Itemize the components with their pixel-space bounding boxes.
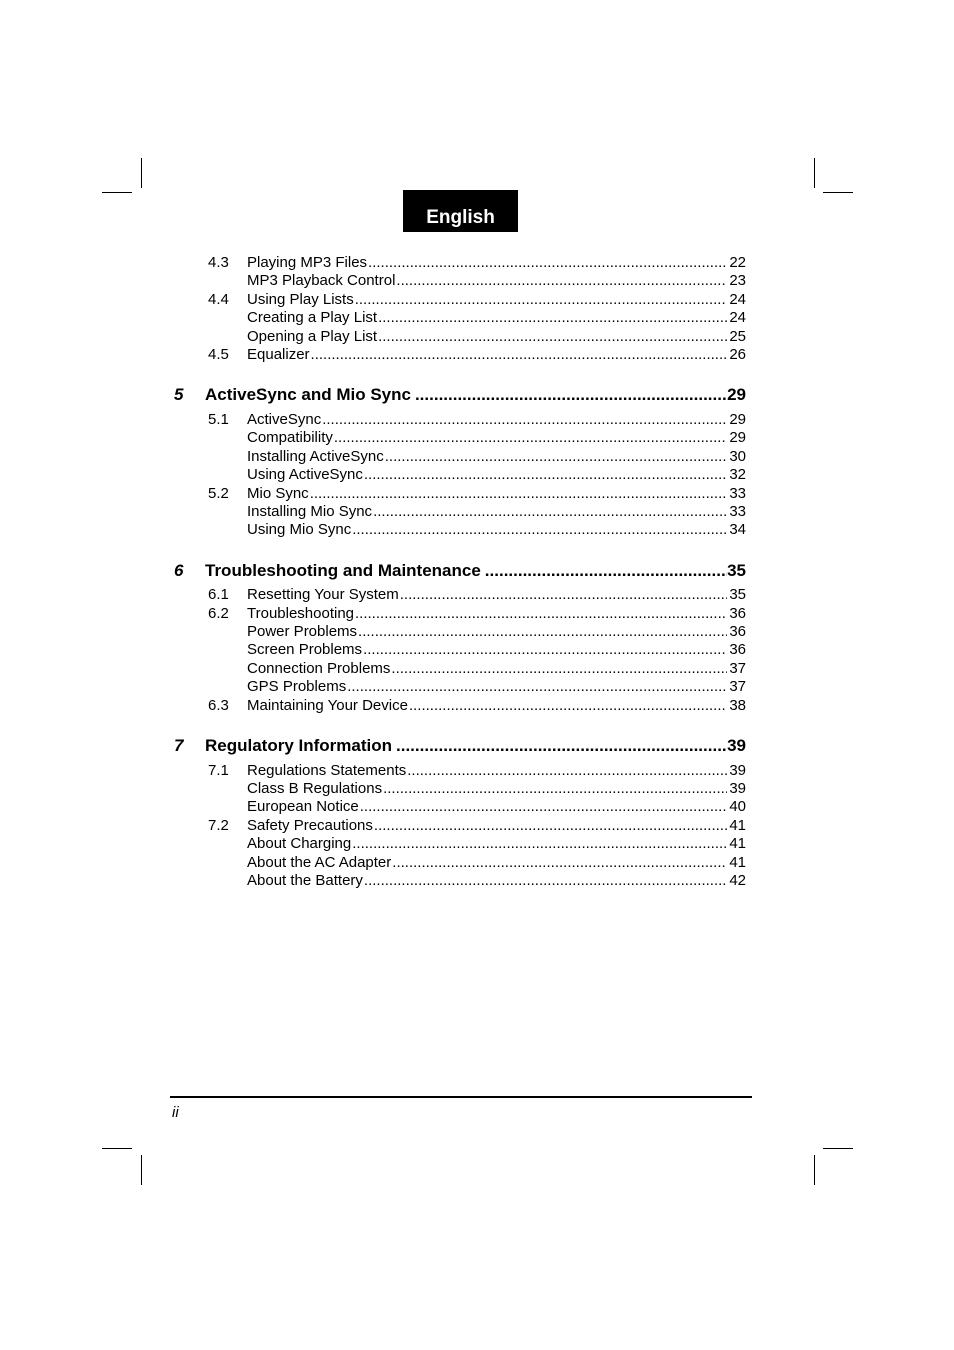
toc-number: 7.1 xyxy=(208,761,229,779)
dot-leader xyxy=(409,697,727,715)
toc-line xyxy=(247,586,746,604)
toc-line xyxy=(247,678,746,696)
toc-title: Using ActiveSync xyxy=(247,466,363,484)
dot-leader xyxy=(392,854,727,872)
dot-leader xyxy=(360,798,728,816)
dot-leader xyxy=(391,660,727,678)
dot-leader xyxy=(385,448,728,466)
toc-title: Screen Problems xyxy=(247,641,363,659)
toc-page-number: 33 xyxy=(729,484,746,502)
crop-mark-bottom-left-v xyxy=(141,1155,142,1185)
toc-number: 4.3 xyxy=(208,254,229,271)
toc-page-number: 23 xyxy=(729,272,746,290)
toc-page-number: 37 xyxy=(729,659,746,677)
toc-number: 5.2 xyxy=(208,484,229,502)
toc-page-number: 30 xyxy=(729,447,746,465)
toc-title: Equalizer xyxy=(247,346,310,363)
toc-number: 6 xyxy=(174,560,184,580)
toc-line xyxy=(247,798,746,816)
toc-number: 6.1 xyxy=(208,586,229,604)
toc-line xyxy=(247,660,746,678)
toc-entry[interactable] xyxy=(172,697,746,715)
toc-number: 6.2 xyxy=(208,604,229,622)
toc-entry[interactable] xyxy=(172,328,746,346)
toc-title: Compatibility xyxy=(247,429,333,447)
toc-entry[interactable] xyxy=(172,605,746,623)
toc-line xyxy=(247,411,746,429)
toc-page-number: 41 xyxy=(729,835,746,853)
toc-line xyxy=(247,272,746,290)
toc-line xyxy=(247,254,746,272)
toc-title: Connection Problems xyxy=(247,659,391,677)
dot-leader xyxy=(355,605,727,623)
toc-entry[interactable] xyxy=(172,411,746,429)
toc-title: Resetting Your System xyxy=(247,586,399,604)
toc-entry[interactable] xyxy=(172,780,746,798)
toc-title: Using Mio Sync xyxy=(247,521,352,539)
dot-leader xyxy=(311,346,728,364)
toc-number: 7.2 xyxy=(208,816,229,834)
toc-chapter[interactable] xyxy=(172,735,746,757)
toc-entry[interactable] xyxy=(172,429,746,447)
toc-title: Regulatory Information xyxy=(205,736,393,755)
toc-line xyxy=(247,309,746,327)
toc-page-number: 39 xyxy=(727,736,746,755)
toc-line xyxy=(247,854,746,872)
toc-page-number: 33 xyxy=(729,502,746,520)
toc-page-number: 35 xyxy=(729,586,746,604)
crop-mark-top-left-h xyxy=(102,192,132,193)
toc-line xyxy=(247,780,746,798)
dot-leader xyxy=(407,762,727,780)
toc-page-number: 24 xyxy=(729,309,746,327)
toc-entry[interactable] xyxy=(172,485,746,503)
dot-leader xyxy=(415,384,727,406)
toc-title: Regulations Statements xyxy=(247,761,407,779)
language-tab: English xyxy=(403,190,518,232)
toc-entry[interactable] xyxy=(172,291,746,309)
toc-title: Creating a Play List xyxy=(247,309,378,327)
toc-page-number: 22 xyxy=(729,254,746,271)
toc-number: 5.1 xyxy=(208,410,229,428)
footer-rule xyxy=(170,1096,752,1098)
toc-line xyxy=(247,872,746,890)
toc-title: ActiveSync and Mio Sync xyxy=(205,385,411,405)
toc-entry[interactable] xyxy=(172,309,746,327)
toc-title: Safety Precautions xyxy=(247,816,373,834)
toc-page-number: 37 xyxy=(729,678,746,696)
toc-line xyxy=(205,735,746,757)
toc-page-number: 41 xyxy=(729,853,746,871)
toc-line xyxy=(205,384,746,406)
toc-entry[interactable] xyxy=(172,448,746,466)
toc-entry[interactable] xyxy=(172,762,746,780)
dot-leader xyxy=(364,872,727,890)
toc-entry[interactable] xyxy=(172,503,746,521)
toc-title: Power Problems xyxy=(247,623,358,640)
dot-leader xyxy=(378,309,727,327)
toc-line xyxy=(247,835,746,853)
toc-entry[interactable] xyxy=(172,254,746,272)
toc-page-number: 41 xyxy=(729,816,746,834)
toc-page-number: 36 xyxy=(729,623,746,640)
toc-line xyxy=(247,623,746,641)
toc-line xyxy=(247,346,746,364)
toc-line xyxy=(247,817,746,835)
toc-line xyxy=(247,291,746,309)
toc-page-number: 38 xyxy=(729,696,746,714)
dot-leader xyxy=(368,254,727,272)
dot-leader xyxy=(358,623,727,641)
dot-leader xyxy=(400,586,728,604)
toc-entry[interactable] xyxy=(172,872,746,890)
toc-page-number: 42 xyxy=(729,871,746,889)
toc-page-number: 24 xyxy=(729,290,746,308)
toc-line xyxy=(247,697,746,715)
toc-entry[interactable] xyxy=(172,854,746,872)
dot-leader xyxy=(364,466,727,484)
toc-title: Opening a Play List xyxy=(247,327,378,345)
toc-page-number: 36 xyxy=(729,641,746,659)
toc-title: GPS Problems xyxy=(247,678,347,696)
toc-line xyxy=(247,448,746,466)
dot-leader xyxy=(383,780,727,798)
toc-entry[interactable] xyxy=(172,521,746,539)
toc-title: Using Play Lists xyxy=(247,290,354,308)
toc-page-number: 34 xyxy=(729,521,746,539)
dot-leader xyxy=(347,678,727,696)
page-number: ii xyxy=(172,1104,179,1121)
dot-leader xyxy=(355,291,728,309)
toc-title: Playing MP3 Files xyxy=(247,254,368,271)
toc-entry[interactable] xyxy=(172,623,746,641)
toc-title: Troubleshooting and Maintenance xyxy=(205,560,481,580)
toc-page-number: 29 xyxy=(729,429,746,447)
toc-title: ActiveSync xyxy=(247,410,322,428)
crop-mark-top-left-v xyxy=(141,158,142,188)
toc-line xyxy=(247,762,746,780)
dot-leader xyxy=(352,521,727,539)
toc-line xyxy=(247,503,746,521)
toc-title: About the AC Adapter xyxy=(247,853,392,871)
toc-page-number: 26 xyxy=(729,346,746,363)
toc-line xyxy=(205,560,746,582)
toc-number: 6.3 xyxy=(208,696,229,714)
toc-page-number: 35 xyxy=(727,560,746,580)
toc-page-number: 25 xyxy=(729,327,746,345)
toc-entry[interactable] xyxy=(172,660,746,678)
dot-leader xyxy=(352,835,727,853)
dot-leader xyxy=(363,641,727,659)
dot-leader xyxy=(334,429,727,447)
toc-title: About the Battery xyxy=(247,871,363,889)
toc-entry[interactable] xyxy=(172,817,746,835)
dot-leader xyxy=(373,503,727,521)
toc-entry[interactable] xyxy=(172,346,746,364)
toc-page-number: 39 xyxy=(729,761,746,779)
toc-page-number: 29 xyxy=(727,385,746,405)
toc-number: 7 xyxy=(174,736,184,755)
toc-number: 4.4 xyxy=(208,290,229,308)
toc-page-number: 29 xyxy=(729,410,746,428)
toc-entry[interactable] xyxy=(172,641,746,659)
crop-mark-bottom-right-v xyxy=(814,1155,815,1185)
crop-mark-top-right-v xyxy=(814,158,815,188)
dot-leader xyxy=(396,272,727,290)
toc-number: 5 xyxy=(174,385,184,405)
toc-chapter[interactable] xyxy=(172,384,746,406)
dot-leader xyxy=(374,817,727,835)
toc-title: About Charging xyxy=(247,835,352,853)
dot-leader xyxy=(310,485,728,503)
toc-title: MP3 Playback Control xyxy=(247,272,396,290)
toc-line xyxy=(247,521,746,539)
crop-mark-bottom-left-h xyxy=(102,1148,132,1149)
toc-title: Troubleshooting xyxy=(247,604,355,622)
toc-entry[interactable] xyxy=(172,798,746,816)
toc-line xyxy=(247,641,746,659)
toc-line xyxy=(247,429,746,447)
toc-entry[interactable] xyxy=(172,272,746,290)
toc-title: Maintaining Your Device xyxy=(247,696,408,714)
toc-page-number: 32 xyxy=(729,466,746,484)
dot-leader xyxy=(378,328,727,346)
toc-title: Mio Sync xyxy=(247,484,309,502)
toc-page-number: 36 xyxy=(729,604,746,622)
dot-leader xyxy=(396,735,727,757)
toc-line xyxy=(247,605,746,623)
toc-title: Class B Regulations xyxy=(247,779,383,797)
toc-chapter[interactable] xyxy=(172,560,746,582)
toc-line xyxy=(247,485,746,503)
dot-leader xyxy=(322,411,727,429)
toc-title: Installing ActiveSync xyxy=(247,447,384,465)
toc-entry[interactable] xyxy=(172,678,746,696)
toc-entry[interactable] xyxy=(172,466,746,484)
toc-number: 4.5 xyxy=(208,346,229,363)
toc-line xyxy=(247,466,746,484)
crop-mark-bottom-right-h xyxy=(823,1148,853,1149)
toc-title: Installing Mio Sync xyxy=(247,502,373,520)
toc-title: European Notice xyxy=(247,798,359,816)
toc-entry[interactable] xyxy=(172,586,746,604)
crop-mark-top-right-h xyxy=(823,192,853,193)
dot-leader xyxy=(485,560,727,582)
toc-page-number: 40 xyxy=(729,798,746,816)
toc-page-number: 39 xyxy=(729,779,746,797)
toc-line xyxy=(247,328,746,346)
toc-entry[interactable] xyxy=(172,835,746,853)
